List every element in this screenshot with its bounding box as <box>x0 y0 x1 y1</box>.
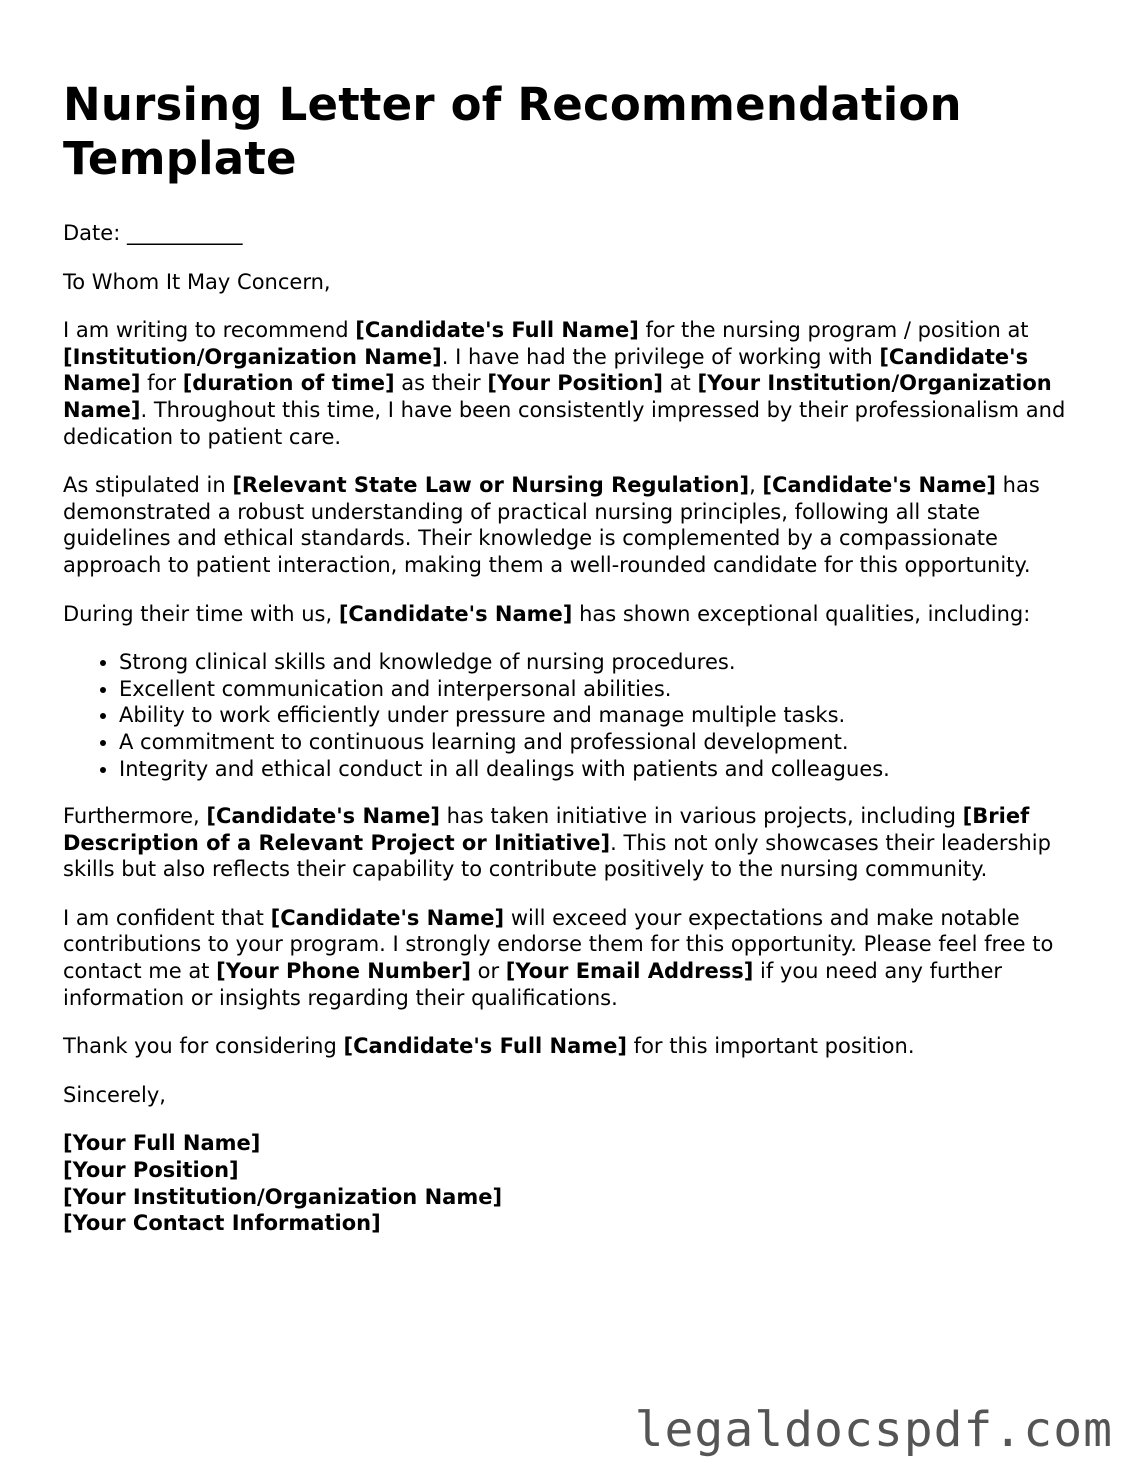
placeholder-candidate-full-name: [Candidate's Full Name] <box>343 1034 627 1059</box>
placeholder-candidate-name: [Candidate's Name] <box>338 601 573 626</box>
signature-name: [Your Full Name] <box>63 1131 261 1156</box>
regulation-paragraph: As stipulated in [Relevant State Law or Nursing Regulation], [Candidate's Name] has demonstrated a robust understanding of practical nursing principles, following all state guidelines and ethical standards. Their knowledge is complemented by a compassionate approach to patient interaction, making them a well-rounded candidate for this opportunity. <box>63 473 1040 577</box>
placeholder-institution-name: [Institution/Organization Name] <box>63 344 442 369</box>
list-item: • Ability to work efficiently under pressure and manage multiple tasks. <box>119 702 1093 729</box>
placeholder-email-address: [Your Email Address] <box>505 959 754 984</box>
placeholder-duration: [duration of time] <box>182 371 395 396</box>
page-title: Nursing Letter of Recommendation Template <box>63 78 962 185</box>
date-line: Date: ___________ <box>63 221 243 245</box>
endorsement-paragraph: I am confident that [Candidate's Name] will exceed your expectations and make notable contributions to your program. I strongly endorse them for this opportunity. Please feel free to contact me at [Your Phone Number] or [Your Email Address] if you need any further information or insights regarding their qualifications. <box>63 905 1054 1010</box>
list-item: • Strong clinical skills and knowledge of nursing procedures. <box>119 649 1093 676</box>
list-item: • A commitment to continuous learning and professional development. <box>119 729 1093 756</box>
placeholder-project-description: [Brief Description of a Relevant Project or Initiative] <box>63 804 1030 855</box>
signature-institution: [Your Institution/Organization Name] <box>63 1184 503 1209</box>
qualities-list <box>63 649 1093 782</box>
watermark: legaldocspdf.com <box>634 1402 1113 1458</box>
list-item: • Integrity and ethical conduct in all dealings with patients and colleagues. <box>119 756 1093 783</box>
letter-page <box>63 78 1093 1237</box>
signature-position: [Your Position] <box>63 1158 239 1183</box>
placeholder-your-position: [Your Position] <box>487 371 664 396</box>
placeholder-candidate-name: [Candidate's Name] <box>762 473 996 498</box>
placeholder-your-institution: [Your Institution/Organization Name] <box>63 371 1052 422</box>
salutation: To Whom It May Concern, <box>63 269 331 294</box>
placeholder-candidate-name: [Candidate's Name] <box>63 344 1029 396</box>
placeholder-candidate-full-name: [Candidate's Full Name] <box>355 318 639 343</box>
qualities-intro-paragraph: During their time with us, [Candidate's Name] has shown exceptional qualities, including: <box>63 601 1031 626</box>
closing: Sincerely, <box>63 1082 166 1107</box>
placeholder-candidate-name: [Candidate's Name] <box>270 905 505 930</box>
signature-contact: [Your Contact Information] <box>63 1211 381 1236</box>
placeholder-candidate-name: [Candidate's Name] <box>206 804 440 829</box>
intro-paragraph: I am writing to recommend [Candidate's Full Name] for the nursing program / position at [Institution/Organization Name]. I have had the privilege of working with [Candidate's Name] for [duration of time] as their [Your Position] at [Your Institution/Organization Name]. Throughout this time, I have been consistently impressed by their professionalism and dedication to patient care. <box>63 318 1066 449</box>
placeholder-state-law: [Relevant State Law or Nursing Regulation] <box>232 473 750 498</box>
placeholder-phone-number: [Your Phone Number] <box>216 959 471 984</box>
thanks-paragraph: Thank you for considering [Candidate's Full Name] for this important position. <box>63 1034 915 1059</box>
list-item: • Excellent communication and interpersonal abilities. <box>119 676 1093 703</box>
signature-block <box>63 1130 1093 1236</box>
initiative-paragraph: Furthermore, [Candidate's Name] has taken initiative in various projects, including [Brief Description of a Relevant Project or Initiative]. This not only showcases their leadership skills but also reflects their capability to contribute positively to the nursing community. <box>63 804 1051 882</box>
